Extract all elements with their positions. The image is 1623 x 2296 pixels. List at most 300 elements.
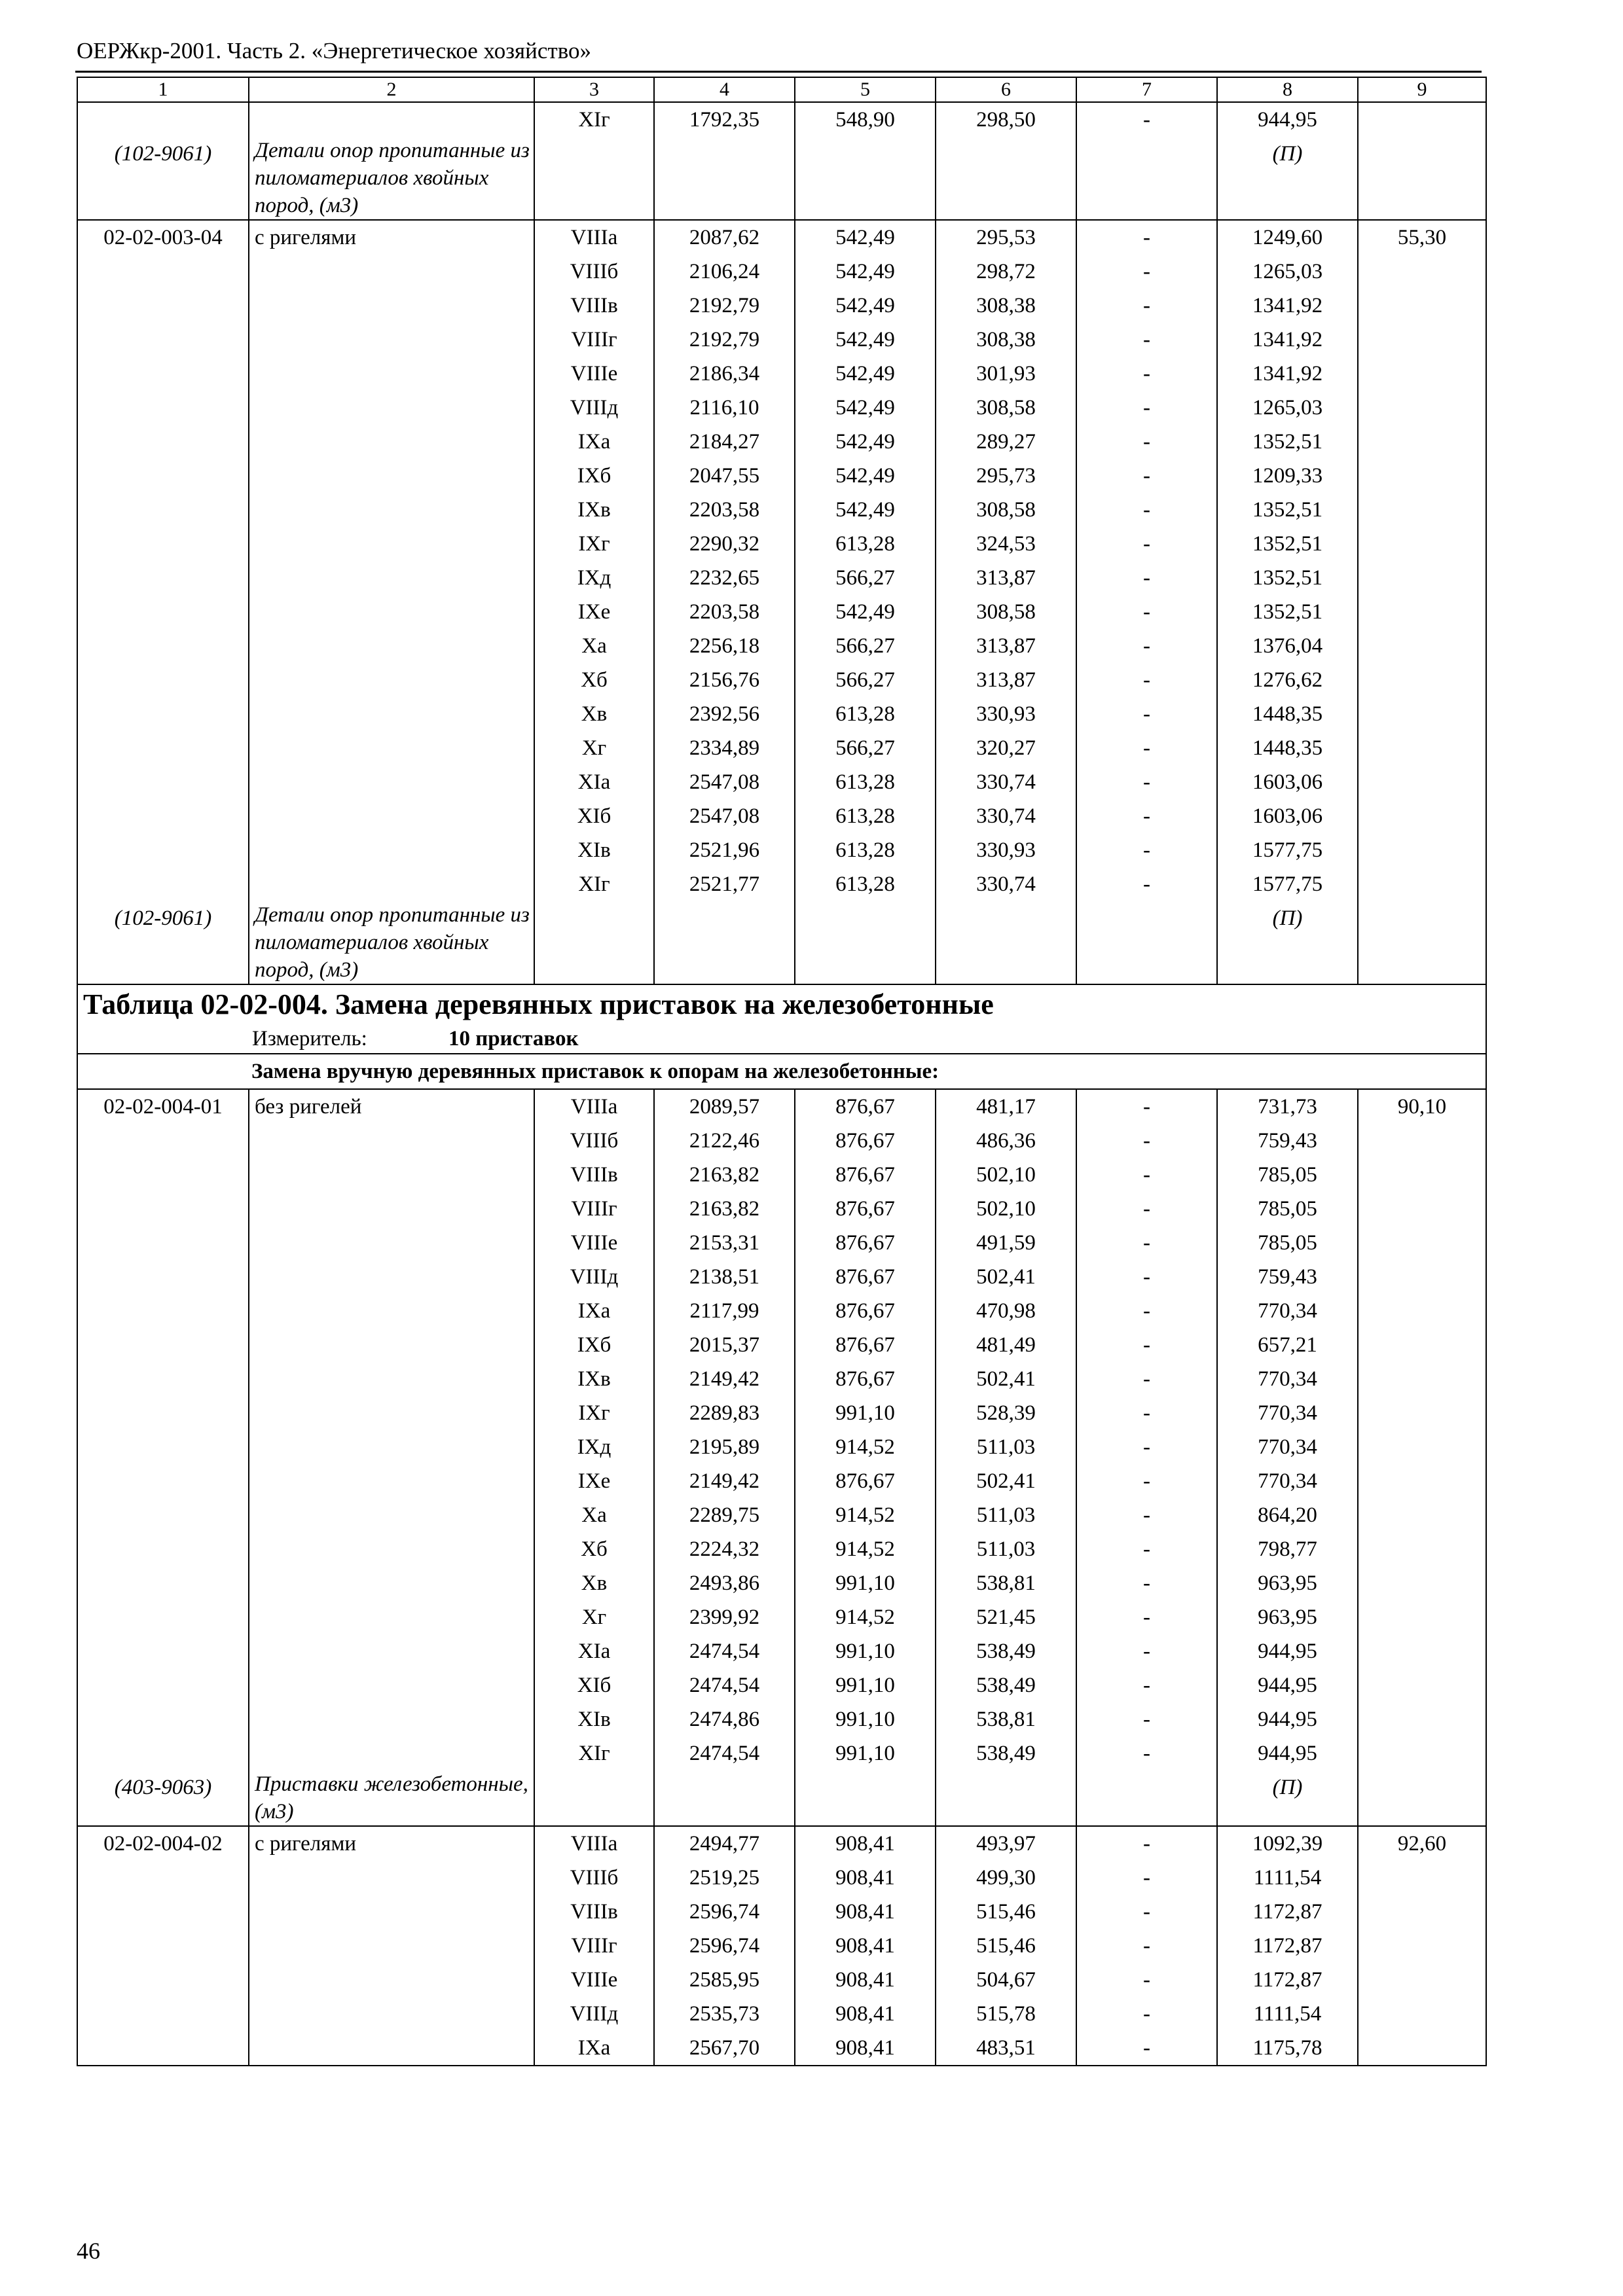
machine-cost: 511,03 <box>936 1532 1076 1566</box>
table-row <box>77 833 1486 867</box>
driver-wages: - <box>1076 220 1217 255</box>
code <box>77 425 249 459</box>
zone: XIв <box>534 1702 654 1736</box>
description <box>249 629 534 663</box>
table-row <box>77 527 1486 561</box>
total-cost: 2163,82 <box>654 1192 795 1226</box>
wages: 613,28 <box>795 867 936 901</box>
driver-wages: - <box>1076 1226 1217 1260</box>
materials: 864,20 <box>1217 1498 1358 1532</box>
zone: IXд <box>534 1430 654 1464</box>
code <box>77 1861 249 1895</box>
driver-wages: - <box>1076 1566 1217 1600</box>
wages: 991,10 <box>795 1566 936 1600</box>
machine-cost: 295,53 <box>936 220 1076 255</box>
materials: 1172,87 <box>1217 1929 1358 1963</box>
description: с ригелями <box>249 1826 534 1861</box>
description: Детали опор пропитанные из пиломатериалов хвойных пород, (м3) <box>249 901 534 984</box>
table-row <box>77 1634 1486 1668</box>
driver-wages: - <box>1076 1702 1217 1736</box>
wages: 542,49 <box>795 357 936 391</box>
labor <box>1358 425 1486 459</box>
materials: 1111,54 <box>1217 1861 1358 1895</box>
driver-wages: - <box>1076 1396 1217 1430</box>
materials: 944,95 <box>1217 1736 1358 1770</box>
description: с ригелями <box>249 220 534 255</box>
machine-cost: 481,17 <box>936 1089 1076 1124</box>
zone: VIIIв <box>534 1158 654 1192</box>
materials: 770,34 <box>1217 1396 1358 1430</box>
driver-wages: - <box>1076 731 1217 765</box>
labor <box>1358 391 1486 425</box>
code <box>77 833 249 867</box>
materials: 1172,87 <box>1217 1895 1358 1929</box>
description <box>249 323 534 357</box>
machine-cost: 493,97 <box>936 1826 1076 1861</box>
description <box>249 357 534 391</box>
machine-cost: 481,49 <box>936 1328 1076 1362</box>
total-cost: 2289,75 <box>654 1498 795 1532</box>
code <box>77 1929 249 1963</box>
machine-cost: 308,58 <box>936 391 1076 425</box>
labor <box>1358 1464 1486 1498</box>
machine-cost: 330,74 <box>936 799 1076 833</box>
section-title-row <box>77 1054 1486 1089</box>
wages: 914,52 <box>795 1600 936 1634</box>
zone: IXг <box>534 527 654 561</box>
labor <box>1358 1328 1486 1362</box>
code <box>77 1668 249 1702</box>
zone: VIIIе <box>534 1963 654 1997</box>
labor <box>1358 493 1486 527</box>
wages: 991,10 <box>795 1736 936 1770</box>
machine-cost: 521,45 <box>936 1600 1076 1634</box>
table-row <box>77 1702 1486 1736</box>
table-row <box>77 1861 1486 1895</box>
labor <box>1358 1963 1486 1997</box>
machine-cost: 515,78 <box>936 1997 1076 2031</box>
table-row <box>77 1158 1486 1192</box>
materials: (П) <box>1217 1770 1358 1826</box>
labor <box>1358 561 1486 595</box>
description <box>249 1158 534 1192</box>
driver-wages: - <box>1076 459 1217 493</box>
description <box>249 1702 534 1736</box>
total-cost: 2203,58 <box>654 595 795 629</box>
materials: 1352,51 <box>1217 527 1358 561</box>
total-cost: 2122,46 <box>654 1124 795 1158</box>
labor <box>1358 102 1486 137</box>
description <box>249 1668 534 1702</box>
total-cost: 2184,27 <box>654 425 795 459</box>
total-cost: 2087,62 <box>654 220 795 255</box>
driver-wages: - <box>1076 1430 1217 1464</box>
wages: 542,49 <box>795 595 936 629</box>
labor <box>1358 901 1486 984</box>
description <box>249 1124 534 1158</box>
driver-wages: - <box>1076 1997 1217 2031</box>
machine-cost: 502,41 <box>936 1464 1076 1498</box>
driver-wages: - <box>1076 697 1217 731</box>
materials: 1352,51 <box>1217 425 1358 459</box>
code <box>77 1600 249 1634</box>
materials: 731,73 <box>1217 1089 1358 1124</box>
column-number: 5 <box>795 77 936 102</box>
driver-wages: - <box>1076 561 1217 595</box>
labor <box>1358 799 1486 833</box>
description <box>249 425 534 459</box>
total-cost: 2232,65 <box>654 561 795 595</box>
materials: 1249,60 <box>1217 220 1358 255</box>
labor <box>1358 1294 1486 1328</box>
code: (102-9061) <box>77 137 249 220</box>
labor <box>1358 1498 1486 1532</box>
materials: 1448,35 <box>1217 697 1358 731</box>
table-row <box>77 1668 1486 1702</box>
table-row <box>77 391 1486 425</box>
description <box>249 1362 534 1396</box>
wages: 542,49 <box>795 493 936 527</box>
zone: XIб <box>534 799 654 833</box>
table-row <box>77 1328 1486 1362</box>
zone: XIа <box>534 765 654 799</box>
table-row <box>77 1192 1486 1226</box>
description <box>249 2031 534 2066</box>
code: (102-9061) <box>77 901 249 984</box>
table-row <box>77 595 1486 629</box>
materials: 1352,51 <box>1217 595 1358 629</box>
driver-wages: - <box>1076 799 1217 833</box>
zone: Xа <box>534 629 654 663</box>
code: 02-02-004-02 <box>77 1826 249 1861</box>
code <box>77 1192 249 1226</box>
wages: 613,28 <box>795 765 936 799</box>
table-row <box>77 323 1486 357</box>
machine-cost: 502,41 <box>936 1260 1076 1294</box>
wages: 876,67 <box>795 1260 936 1294</box>
zone: XIв <box>534 833 654 867</box>
description <box>249 493 534 527</box>
zone <box>534 1770 654 1826</box>
wages: 542,49 <box>795 289 936 323</box>
zone: IXб <box>534 459 654 493</box>
total-cost: 2106,24 <box>654 255 795 289</box>
zone: VIIIа <box>534 1089 654 1124</box>
materials: 1577,75 <box>1217 833 1358 867</box>
machine-cost: 538,49 <box>936 1634 1076 1668</box>
machine-cost: 491,59 <box>936 1226 1076 1260</box>
table-row <box>77 2031 1486 2066</box>
zone: Xб <box>534 663 654 697</box>
driver-wages: - <box>1076 357 1217 391</box>
labor <box>1358 1997 1486 2031</box>
page-number: 46 <box>77 2238 100 2264</box>
materials: 657,21 <box>1217 1328 1358 1362</box>
code <box>77 289 249 323</box>
total-cost: 2535,73 <box>654 1997 795 2031</box>
materials: 944,95 <box>1217 1668 1358 1702</box>
driver-wages: - <box>1076 1498 1217 1532</box>
labor <box>1358 527 1486 561</box>
driver-wages: - <box>1076 663 1217 697</box>
table-row <box>77 425 1486 459</box>
description <box>249 833 534 867</box>
zone <box>534 137 654 220</box>
driver-wages: - <box>1076 102 1217 137</box>
machine-cost: 538,81 <box>936 1566 1076 1600</box>
driver-wages <box>1076 901 1217 984</box>
materials: 963,95 <box>1217 1566 1358 1600</box>
code <box>77 1464 249 1498</box>
materials: 1352,51 <box>1217 561 1358 595</box>
code <box>77 765 249 799</box>
materials: 1341,92 <box>1217 357 1358 391</box>
materials: 1175,78 <box>1217 2031 1358 2066</box>
driver-wages: - <box>1076 1668 1217 1702</box>
code <box>77 357 249 391</box>
code <box>77 1702 249 1736</box>
materials: (П) <box>1217 901 1358 984</box>
zone: XIг <box>534 102 654 137</box>
zone: Xа <box>534 1498 654 1532</box>
table-row <box>77 663 1486 697</box>
labor <box>1358 1362 1486 1396</box>
total-cost: 2195,89 <box>654 1430 795 1464</box>
zone: XIг <box>534 867 654 901</box>
machine-cost: 330,93 <box>936 697 1076 731</box>
wages: 542,49 <box>795 220 936 255</box>
table-row <box>77 867 1486 901</box>
total-cost: 2585,95 <box>654 1963 795 1997</box>
materials: 1376,04 <box>1217 629 1358 663</box>
zone: Xг <box>534 1600 654 1634</box>
table-row <box>77 1736 1486 1770</box>
table-row <box>77 1226 1486 1260</box>
zone: IXа <box>534 2031 654 2066</box>
total-cost: 2089,57 <box>654 1089 795 1124</box>
total-cost: 1792,35 <box>654 102 795 137</box>
zone: VIIIд <box>534 1997 654 2031</box>
zone: VIIIв <box>534 1895 654 1929</box>
description <box>249 102 534 137</box>
machine-cost: 515,46 <box>936 1929 1076 1963</box>
wages: 991,10 <box>795 1396 936 1430</box>
description <box>249 1736 534 1770</box>
total-cost: 2047,55 <box>654 459 795 493</box>
description <box>249 1396 534 1430</box>
driver-wages: - <box>1076 1294 1217 1328</box>
table-row <box>77 1770 1486 1826</box>
total-cost <box>654 1770 795 1826</box>
driver-wages: - <box>1076 833 1217 867</box>
machine-cost: 301,93 <box>936 357 1076 391</box>
wages <box>795 1770 936 1826</box>
wages: 542,49 <box>795 323 936 357</box>
machine-cost: 483,51 <box>936 2031 1076 2066</box>
table-row <box>77 1498 1486 1532</box>
zone: IXг <box>534 1396 654 1430</box>
materials: 785,05 <box>1217 1192 1358 1226</box>
table-title: Таблица 02-02-004. Замена деревянных приставок на железобетонные <box>77 984 1486 1024</box>
driver-wages: - <box>1076 289 1217 323</box>
labor <box>1358 1770 1486 1826</box>
table-row <box>77 1566 1486 1600</box>
wages: 613,28 <box>795 697 936 731</box>
wages: 876,67 <box>795 1089 936 1124</box>
total-cost: 2186,34 <box>654 357 795 391</box>
wages: 542,49 <box>795 459 936 493</box>
materials: 770,34 <box>1217 1294 1358 1328</box>
driver-wages: - <box>1076 391 1217 425</box>
zone: IXв <box>534 1362 654 1396</box>
total-cost: 2153,31 <box>654 1226 795 1260</box>
total-cost: 2138,51 <box>654 1260 795 1294</box>
total-cost: 2493,86 <box>654 1566 795 1600</box>
zone: IXе <box>534 595 654 629</box>
zone: IXе <box>534 1464 654 1498</box>
table-row <box>77 102 1486 137</box>
zone: Xг <box>534 731 654 765</box>
labor <box>1358 731 1486 765</box>
description <box>249 561 534 595</box>
machine-cost <box>936 901 1076 984</box>
machine-cost: 511,03 <box>936 1498 1076 1532</box>
table-row <box>77 1600 1486 1634</box>
labor <box>1358 833 1486 867</box>
driver-wages: - <box>1076 1929 1217 1963</box>
machine-cost: 330,74 <box>936 867 1076 901</box>
materials: (П) <box>1217 137 1358 220</box>
materials: 944,95 <box>1217 102 1358 137</box>
labor <box>1358 1124 1486 1158</box>
labor <box>1358 289 1486 323</box>
labor <box>1358 1600 1486 1634</box>
driver-wages: - <box>1076 1634 1217 1668</box>
materials: 798,77 <box>1217 1532 1358 1566</box>
wages <box>795 137 936 220</box>
driver-wages: - <box>1076 629 1217 663</box>
wages: 908,41 <box>795 1963 936 1997</box>
materials: 1172,87 <box>1217 1963 1358 1997</box>
machine-cost: 320,27 <box>936 731 1076 765</box>
description <box>249 391 534 425</box>
labor <box>1358 765 1486 799</box>
materials: 1209,33 <box>1217 459 1358 493</box>
labor <box>1358 323 1486 357</box>
driver-wages: - <box>1076 1362 1217 1396</box>
labor <box>1358 629 1486 663</box>
description <box>249 1532 534 1566</box>
code <box>77 1124 249 1158</box>
description <box>249 1260 534 1294</box>
materials: 1341,92 <box>1217 289 1358 323</box>
table-row <box>77 1464 1486 1498</box>
total-cost: 2474,54 <box>654 1736 795 1770</box>
table-row <box>77 629 1486 663</box>
machine-cost: 289,27 <box>936 425 1076 459</box>
wages: 908,41 <box>795 1997 936 2031</box>
machine-cost: 499,30 <box>936 1861 1076 1895</box>
total-cost: 2494,77 <box>654 1826 795 1861</box>
total-cost: 2392,56 <box>654 697 795 731</box>
zone: Xв <box>534 697 654 731</box>
machine-cost: 308,38 <box>936 289 1076 323</box>
total-cost: 2547,08 <box>654 765 795 799</box>
table-row <box>77 1089 1486 1124</box>
wages: 991,10 <box>795 1634 936 1668</box>
zone: VIIIа <box>534 220 654 255</box>
labor <box>1358 1566 1486 1600</box>
description <box>249 1600 534 1634</box>
driver-wages: - <box>1076 1963 1217 1997</box>
materials: 1276,62 <box>1217 663 1358 697</box>
machine-cost: 511,03 <box>936 1430 1076 1464</box>
materials: 785,05 <box>1217 1226 1358 1260</box>
machine-cost: 528,39 <box>936 1396 1076 1430</box>
total-cost: 2256,18 <box>654 629 795 663</box>
zone: VIIIб <box>534 1861 654 1895</box>
code <box>77 1328 249 1362</box>
description <box>249 1328 534 1362</box>
description <box>249 1294 534 1328</box>
driver-wages <box>1076 137 1217 220</box>
table-row <box>77 697 1486 731</box>
labor <box>1358 137 1486 220</box>
description: Приставки железобетонные, (м3) <box>249 1770 534 1826</box>
materials: 1352,51 <box>1217 493 1358 527</box>
materials: 944,95 <box>1217 1634 1358 1668</box>
machine-cost: 308,58 <box>936 493 1076 527</box>
labor <box>1358 1396 1486 1430</box>
column-number: 9 <box>1358 77 1486 102</box>
table-row <box>77 1294 1486 1328</box>
table-row <box>77 1895 1486 1929</box>
header-rule <box>75 71 1482 73</box>
wages: 876,67 <box>795 1328 936 1362</box>
total-cost: 2290,32 <box>654 527 795 561</box>
table-row <box>77 1124 1486 1158</box>
machine-cost: 502,10 <box>936 1192 1076 1226</box>
measurer-label: Измеритель: <box>252 1027 367 1050</box>
measurer-value: 10 приставок <box>448 1027 579 1050</box>
code <box>77 2031 249 2066</box>
zone: VIIIб <box>534 255 654 289</box>
driver-wages: - <box>1076 867 1217 901</box>
materials: 759,43 <box>1217 1124 1358 1158</box>
table-row <box>77 1430 1486 1464</box>
materials: 1577,75 <box>1217 867 1358 901</box>
description <box>249 1861 534 1895</box>
description <box>249 1430 534 1464</box>
driver-wages: - <box>1076 1600 1217 1634</box>
code <box>77 527 249 561</box>
machine-cost: 538,49 <box>936 1736 1076 1770</box>
table-row <box>77 1929 1486 1963</box>
labor <box>1358 1634 1486 1668</box>
machine-cost: 324,53 <box>936 527 1076 561</box>
driver-wages: - <box>1076 1464 1217 1498</box>
table-row <box>77 765 1486 799</box>
zone: IXа <box>534 1294 654 1328</box>
wages: 914,52 <box>795 1532 936 1566</box>
labor <box>1358 1702 1486 1736</box>
description <box>249 1464 534 1498</box>
total-cost <box>654 901 795 984</box>
description <box>249 1963 534 1997</box>
code <box>77 255 249 289</box>
materials: 785,05 <box>1217 1158 1358 1192</box>
machine-cost: 504,67 <box>936 1963 1076 1997</box>
